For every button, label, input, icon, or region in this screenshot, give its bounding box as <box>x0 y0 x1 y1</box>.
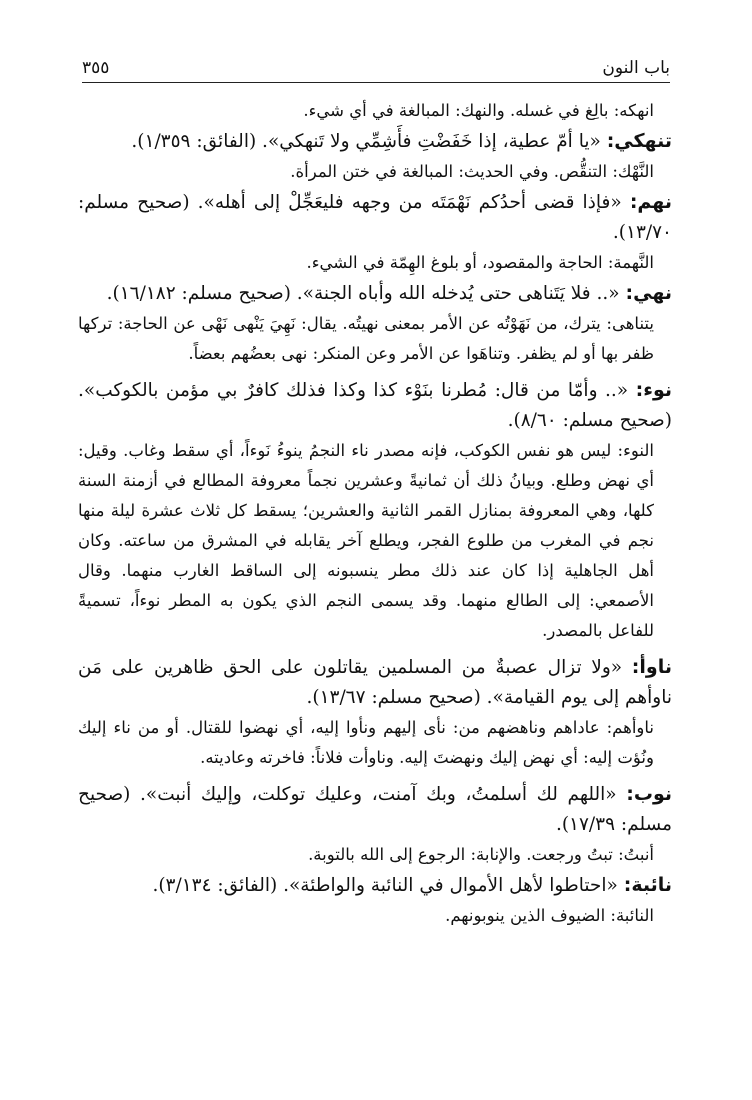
entry-tanhaki <box>78 126 672 187</box>
entry-nahm <box>78 187 672 278</box>
hadith-text: «احتاطوا لأهل الأموال في النائبة والواطئة». (الفائق: ٣/١٣٤). <box>152 875 624 896</box>
explanation: النَّهمة: الحاجة والمقصود، أو بلوغ الهِمّة في الشيء. <box>306 253 654 272</box>
entry-nahy <box>78 278 672 369</box>
entry-nawa <box>78 652 672 773</box>
hadith-text: «ولا تزال عصبةٌ من المسلمين يقاتلون على الحق ظاهرين على مَن ناوأهم إلى يوم القيامة». (صحيح مسلم: ١٣/٦٧). <box>78 657 672 708</box>
entry-naiba <box>78 870 672 931</box>
hadith-text: «.. فلا يَتَناهى حتى يُدخله الله وأباه الجنة». (صحيح مسلم: ١٦/١٨٢). <box>106 283 626 304</box>
explanation: انهكه: بالِغ في غسله. والنهك: المبالغة في أي شيء. <box>303 101 654 120</box>
entry-intro <box>78 96 672 126</box>
explanation: أنبتُ: تبتُ ورجعت. والإنابة: الرجوع إلى الله بالتوبة. <box>308 845 654 864</box>
headword: تنهكي: <box>606 130 672 152</box>
headword: نوء: <box>635 379 672 401</box>
headword: نائبة: <box>623 874 672 896</box>
hadith-text: «يا أمّ عطية، إذا خَفَضْتِ فأَشِمِّي ولا تَنهكي». (الفائق: ١/٣٥٩). <box>131 131 607 152</box>
headword: نهي: <box>625 282 672 304</box>
chapter-title: باب النون <box>602 58 670 78</box>
explanation: يتناهى: يترك، من نَهَوْتُه عن الأمر بمعنى نهيتُه. يقال: نَهِيَ يَنْهى نَهْى عن الحاجة: تركها ظفر بها أو لم يظفر. وتناهَوا عن الأمر وعن المنكر: نهى بعضُهم بعضاً. <box>78 314 654 363</box>
explanation: النَّهْك: التنقُّص. وفي الحديث: المبالغة في ختن المرأة. <box>290 162 654 181</box>
hadith-text: «فإذا قضى أحدُكم نَهْمَتَه من وجهه فليعَجِّلْ إلى أهله». (صحيح مسلم: ١٣/٧٠). <box>78 192 672 243</box>
page-header <box>82 58 670 83</box>
explanation: ناوأهم: عاداهم وناهضهم من: نأى إليهم ونأوا إليه، أي نهضوا للقتال. أو من ناء إليك ونُؤت إليه: أي نهض إليك ونهضتَ إليه. وناوأت فلاناً: فاخرته وعاديته. <box>78 718 654 767</box>
explanation: النوء: ليس هو نفس الكوكب، فإنه مصدر ناء النجمُ ينوءُ نَوءاً، أي سقط وغاب. وقيل: أي نهض وطلع. وبيانُ ذلك أن ثمانيةً وعشرين نجماً معروفة المطالع في أزمنة السنة كلها، وهي المعروفة بمنازل القمر الثانية والعشرين؛ يسقط كل ثلاث عشرة ليلة منها نجم في المغرب من طلوع الفجر، ويطلع آخر يقابله في المشرق من ساعته. وكان أهل الجاهلية إذا كان عند ذلك مطر ينسبونه إلى الساقط الغارب منهما. وقال الأصمعي: إلى الطالع منهما. وقد يسمى النجم الذي يكون به المطر نوءاً، تسميةً للفاعل بالمصدر. <box>78 441 654 640</box>
entry-naw <box>78 375 672 646</box>
hadith-text: «.. وأمّا من قال: مُطرنا بنَوْء كذا وكذا فذلك كافرٌ بي مؤمن بالكوكب». (صحيح مسلم: ٨/٦٠). <box>78 380 672 431</box>
headword: نوب: <box>626 783 672 805</box>
explanation: النائبة: الضيوف الذين ينوبونهم. <box>445 906 654 925</box>
entry-nawb <box>78 779 672 870</box>
headword: نهم: <box>629 191 672 213</box>
page-content <box>78 96 672 931</box>
page-number: ٣٥٥ <box>82 58 110 78</box>
hadith-text: «اللهم لك أسلمتُ، وبك آمنت، وعليك توكلت، وإليك أنبت». (صحيح مسلم: ١٧/٣٩). <box>78 784 672 835</box>
headword: ناوأ: <box>631 656 672 678</box>
